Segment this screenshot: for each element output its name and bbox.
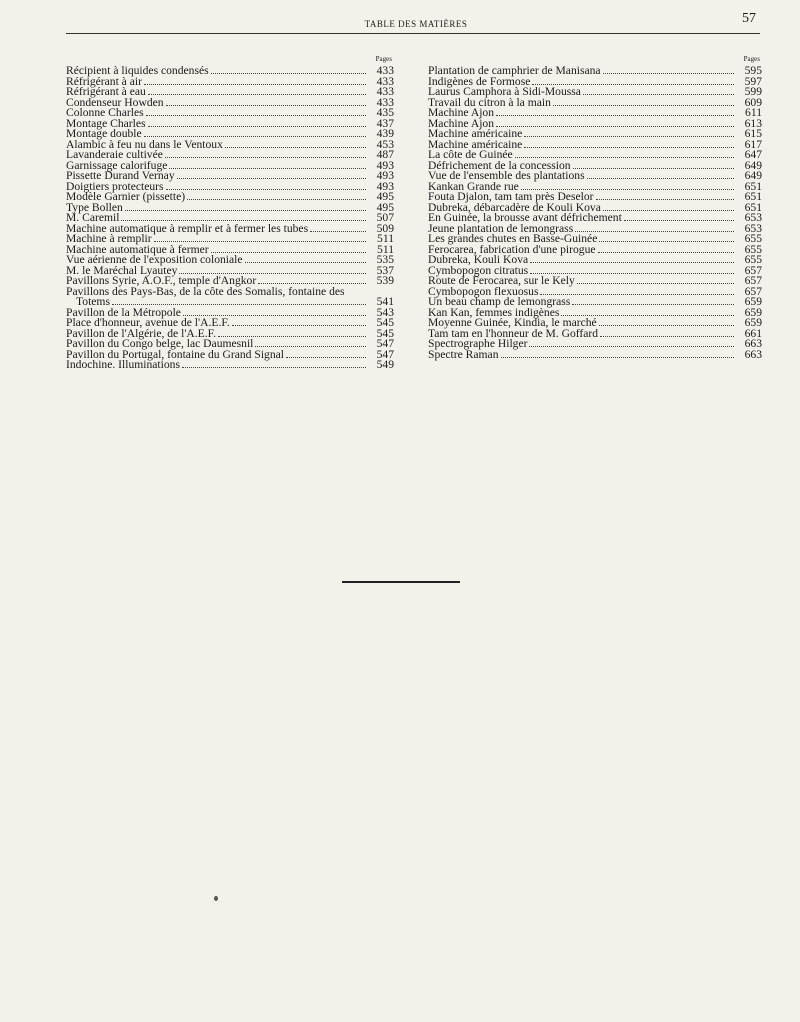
dot-leader xyxy=(310,224,366,232)
toc-entry-label: Réfrigérant à eau xyxy=(66,85,146,98)
dot-leader xyxy=(524,129,734,137)
toc-entry xyxy=(428,347,762,361)
dot-leader xyxy=(179,266,366,274)
toc-entry-page: 657 xyxy=(744,284,762,298)
pages-column-heading: Pages xyxy=(375,55,392,63)
toc-entry-label: Garnissage calorifuge xyxy=(66,158,168,172)
toc-left-list xyxy=(66,66,394,287)
toc-entry-page: 493 xyxy=(376,158,394,172)
toc-entry-page: 659 xyxy=(744,295,762,308)
page-header xyxy=(66,10,766,34)
dot-leader xyxy=(125,203,366,211)
dot-leader xyxy=(177,171,366,179)
toc-entry-label: Plantation de camphrier de Manisana xyxy=(428,64,601,77)
toc-entry-page: 659 xyxy=(744,316,762,329)
toc-entry-label: Dubreka, débarcadère de Kouli Kova xyxy=(428,200,601,214)
toc-left-column xyxy=(66,52,394,371)
toc-entry-page: 653 xyxy=(744,221,762,235)
toc-entry-label: Jeune plantation de lemongrass xyxy=(428,221,574,235)
dot-leader xyxy=(532,77,734,85)
dot-leader xyxy=(187,192,366,200)
toc-entry-label: Machine Ajon xyxy=(428,106,495,119)
toc-entry-page: 549 xyxy=(376,358,394,371)
pages-column-heading: Pages xyxy=(743,55,760,63)
toc-entry-label: La côte de Guinée xyxy=(428,148,513,161)
dot-leader xyxy=(496,108,734,116)
dot-leader xyxy=(624,213,734,221)
toc-entry-label: Colonne Charles xyxy=(66,106,144,119)
dot-leader xyxy=(286,350,366,358)
toc-entry-label: Laurus Camphora à Sidi-Moussa xyxy=(428,85,581,98)
dot-leader xyxy=(144,77,366,85)
dot-leader xyxy=(583,87,734,95)
toc-entry-label: Machine Ajon xyxy=(428,116,495,130)
toc-entry-label: Vue de l'ensemble des plantations xyxy=(428,169,585,182)
toc-entry-page: 651 xyxy=(744,190,762,203)
toc-entry-label: Réfrigérant à air xyxy=(66,74,142,88)
toc-entry-page: 649 xyxy=(744,158,762,172)
dot-leader xyxy=(577,276,734,284)
section-end-rule xyxy=(342,581,460,583)
toc-entry-label: Dubreka, Kouli Kova xyxy=(428,253,529,266)
page-number: 57 xyxy=(742,11,756,26)
toc-entry-label: Pavillons des Pays-Bas, de la côte des Somalis, fontaine des xyxy=(66,284,345,298)
dot-leader xyxy=(561,308,734,316)
toc-entry-label: Indochine. Illuminations xyxy=(66,358,180,371)
toc-entry-label: Spectrographe Hilger xyxy=(428,337,528,350)
toc-entry-label: Kankan Grande rue xyxy=(428,179,519,193)
dot-leader xyxy=(225,140,366,148)
dot-leader xyxy=(258,276,366,284)
toc-entry-label: Place d'honneur, avenue de l'A.E.F. xyxy=(66,316,230,329)
dot-leader xyxy=(148,87,366,95)
dot-leader xyxy=(182,360,366,368)
toc-entry-page: 433 xyxy=(376,95,394,109)
running-title: TABLE DES MATIÈRES xyxy=(364,19,468,29)
toc-entry-label: Pavillon de l'Algérie, de l'A.E.F. xyxy=(66,326,217,340)
dot-leader xyxy=(603,203,734,211)
dot-leader xyxy=(232,318,366,326)
header-rule xyxy=(66,33,760,34)
toc-entry-page: 663 xyxy=(744,347,762,361)
toc-entry-page: 617 xyxy=(744,137,762,151)
toc-entry-page: 435 xyxy=(376,106,394,119)
toc-entry-label: Cymbopogon flexuosus xyxy=(428,284,539,298)
toc-entry-page: 651 xyxy=(744,200,762,214)
toc-entry-label: Défrichement de la concession xyxy=(428,158,571,172)
dot-leader xyxy=(211,245,366,253)
dot-leader xyxy=(524,140,734,148)
toc-entry-page: 545 xyxy=(376,326,394,340)
toc-entry-page: 537 xyxy=(376,263,394,277)
dot-leader xyxy=(573,161,734,169)
toc-entry-label: Route de Ferocarea, sur le Kely xyxy=(428,274,575,287)
toc-entry-label: Cymbopogon citratus xyxy=(428,263,529,277)
dot-leader xyxy=(599,234,734,242)
dot-leader xyxy=(255,339,366,347)
toc-entry-page: 655 xyxy=(744,242,762,256)
toc-entry xyxy=(66,360,394,371)
toc-entry-page: 433 xyxy=(376,85,394,98)
dot-leader xyxy=(121,213,366,221)
toc-entry-page: 651 xyxy=(744,179,762,193)
toc-entry-label: Moyenne Guinée, Kindia, le marché xyxy=(428,316,597,329)
toc-entry-page: 439 xyxy=(376,127,394,140)
dot-leader xyxy=(144,129,366,137)
toc-entry-page: 433 xyxy=(376,74,394,88)
toc-entry-page: 661 xyxy=(744,326,762,340)
toc-entry-page: 495 xyxy=(376,190,394,203)
toc-entry-page: 663 xyxy=(744,337,762,350)
toc-entry-label: Ferocarea, fabrication d'une pirogue xyxy=(428,242,596,256)
toc-entry-page: 507 xyxy=(376,211,394,224)
toc-entry-label: Type Bollen xyxy=(66,200,123,214)
toc-entry-page: 539 xyxy=(376,274,394,287)
toc-entry-label: Montage double xyxy=(66,127,142,140)
toc-entry-page: 453 xyxy=(376,137,394,151)
toc-entry-label: Kan Kan, femmes indigènes xyxy=(428,305,560,319)
toc-entry-label: Machine américaine xyxy=(428,127,523,140)
toc-entry-page: 597 xyxy=(744,74,762,88)
toc-right-list xyxy=(428,66,762,360)
toc-entry-label: Lavanderaie cultivée xyxy=(66,148,163,161)
dot-leader xyxy=(540,287,734,295)
toc-entry-page: 511 xyxy=(377,232,394,245)
dot-leader xyxy=(553,98,734,106)
toc-entry-page: 535 xyxy=(376,253,394,266)
toc-entry-label: Spectre Raman xyxy=(428,347,499,361)
dot-leader xyxy=(112,297,366,305)
dot-leader xyxy=(598,245,734,253)
toc-entry-page: 649 xyxy=(744,169,762,182)
dot-leader xyxy=(596,192,735,200)
toc-entry-page: 657 xyxy=(744,263,762,277)
toc-entry-label: Condenseur Howden xyxy=(66,95,164,109)
toc-entry-page: 547 xyxy=(376,337,394,350)
toc-entry-label: Montage Charles xyxy=(66,116,146,130)
toc-entry-label: M. Caremil xyxy=(66,211,120,224)
toc-entry-page: 545 xyxy=(376,316,394,329)
dot-leader xyxy=(572,297,734,305)
toc-entry-label: Machine automatique à remplir et à fermer les tubes xyxy=(66,221,309,235)
toc-entry-page: 511 xyxy=(377,242,394,256)
toc-entry-label: Fouta Djalon, tam tam près Deselor xyxy=(428,190,594,203)
dot-leader xyxy=(166,98,366,106)
toc-left-list-continued xyxy=(66,305,394,371)
dot-leader xyxy=(600,329,734,337)
toc-entry-label: Indigènes de Formose xyxy=(428,74,531,88)
dot-leader xyxy=(165,150,366,158)
toc-entry-label-continued: Totems xyxy=(76,295,110,308)
toc-entry-page: 547 xyxy=(376,347,394,361)
toc-entry-label: Machine automatique à fermer xyxy=(66,242,209,256)
toc-entry-page: 541 xyxy=(376,295,394,308)
toc-entry-label: Alambic à feu nu dans le Ventoux xyxy=(66,137,223,151)
toc-entry-label: Pavillons Syrie, A.O.F., temple d'Angkor xyxy=(66,274,257,287)
dot-leader xyxy=(599,318,734,326)
toc-entry-page: 611 xyxy=(745,106,762,119)
dot-leader xyxy=(530,255,734,263)
toc-right-column xyxy=(428,52,762,360)
toc-entry-page: 595 xyxy=(744,64,762,77)
dot-leader xyxy=(154,234,366,242)
dot-leader xyxy=(218,329,366,337)
dot-leader xyxy=(603,66,734,74)
toc-entry-label: Machine américaine xyxy=(428,137,523,151)
dot-leader xyxy=(575,224,734,232)
toc-entry-page: 657 xyxy=(744,274,762,287)
dot-leader xyxy=(183,308,366,316)
toc-entry-page: 655 xyxy=(744,253,762,266)
dot-leader xyxy=(148,119,366,127)
toc-entry-page: 493 xyxy=(376,169,394,182)
dot-leader xyxy=(587,171,734,179)
toc-entry-page: 615 xyxy=(744,127,762,140)
toc-entry-label: Pavillon du Congo belge, lac Daumesnil xyxy=(66,337,254,350)
dot-leader xyxy=(530,266,734,274)
toc-entry-page: 495 xyxy=(376,200,394,214)
toc-entry xyxy=(66,284,394,308)
toc-entry-label: M. le Maréchal Lyautey xyxy=(66,263,178,277)
toc-entry-label: Pavillon de la Métropole xyxy=(66,305,181,319)
toc-entry-label: Machine à remplir xyxy=(66,232,152,245)
toc-entry-page: 647 xyxy=(744,148,762,161)
toc-entry-page: 653 xyxy=(744,211,762,224)
toc-entry-label: En Guinée, la brousse avant défrichement xyxy=(428,211,622,224)
toc-entry-label: Doigtiers protecteurs xyxy=(66,179,164,193)
toc-entry-label: Un beau champ de lemongrass xyxy=(428,295,571,308)
toc-entry-label: Tam tam en l'honneur de M. Goffard xyxy=(428,326,599,340)
toc-entry-page: 543 xyxy=(376,305,394,319)
toc-entry-page: 655 xyxy=(744,232,762,245)
dot-leader xyxy=(169,161,366,169)
toc-entry-label: Pissette Durand Vernay xyxy=(66,169,175,182)
toc-entry-page: 493 xyxy=(376,179,394,193)
toc-entry-page: 609 xyxy=(744,95,762,109)
toc-entry-page: 433 xyxy=(376,64,394,77)
ink-spot xyxy=(214,896,218,901)
dot-leader xyxy=(515,150,734,158)
toc-entry-label: Modèle Garnier (pissette) xyxy=(66,190,186,203)
dot-leader xyxy=(146,108,366,116)
toc-entry-page: 509 xyxy=(376,221,394,235)
dot-leader xyxy=(245,255,366,263)
dot-leader xyxy=(529,339,734,347)
toc-entry-label: Travail du citron à la main xyxy=(428,95,551,109)
toc-entry-page: 599 xyxy=(744,85,762,98)
dot-leader xyxy=(501,350,734,358)
toc-entry-label: Les grandes chutes en Basse-Guinée xyxy=(428,232,598,245)
toc-entry-page: 487 xyxy=(376,148,394,161)
dot-leader xyxy=(166,182,366,190)
toc-entry-page: 437 xyxy=(376,116,394,130)
toc-entry-label: Récipient à liquides condensés xyxy=(66,64,209,77)
dot-leader xyxy=(496,119,734,127)
dot-leader xyxy=(521,182,734,190)
toc-entry-label: Pavillon du Portugal, fontaine du Grand Signal xyxy=(66,347,284,361)
toc-entry-label: Vue aérienne de l'exposition coloniale xyxy=(66,253,243,266)
toc-entry-page: 613 xyxy=(744,116,762,130)
toc-entry-page: 659 xyxy=(744,305,762,319)
dot-leader xyxy=(211,66,366,74)
